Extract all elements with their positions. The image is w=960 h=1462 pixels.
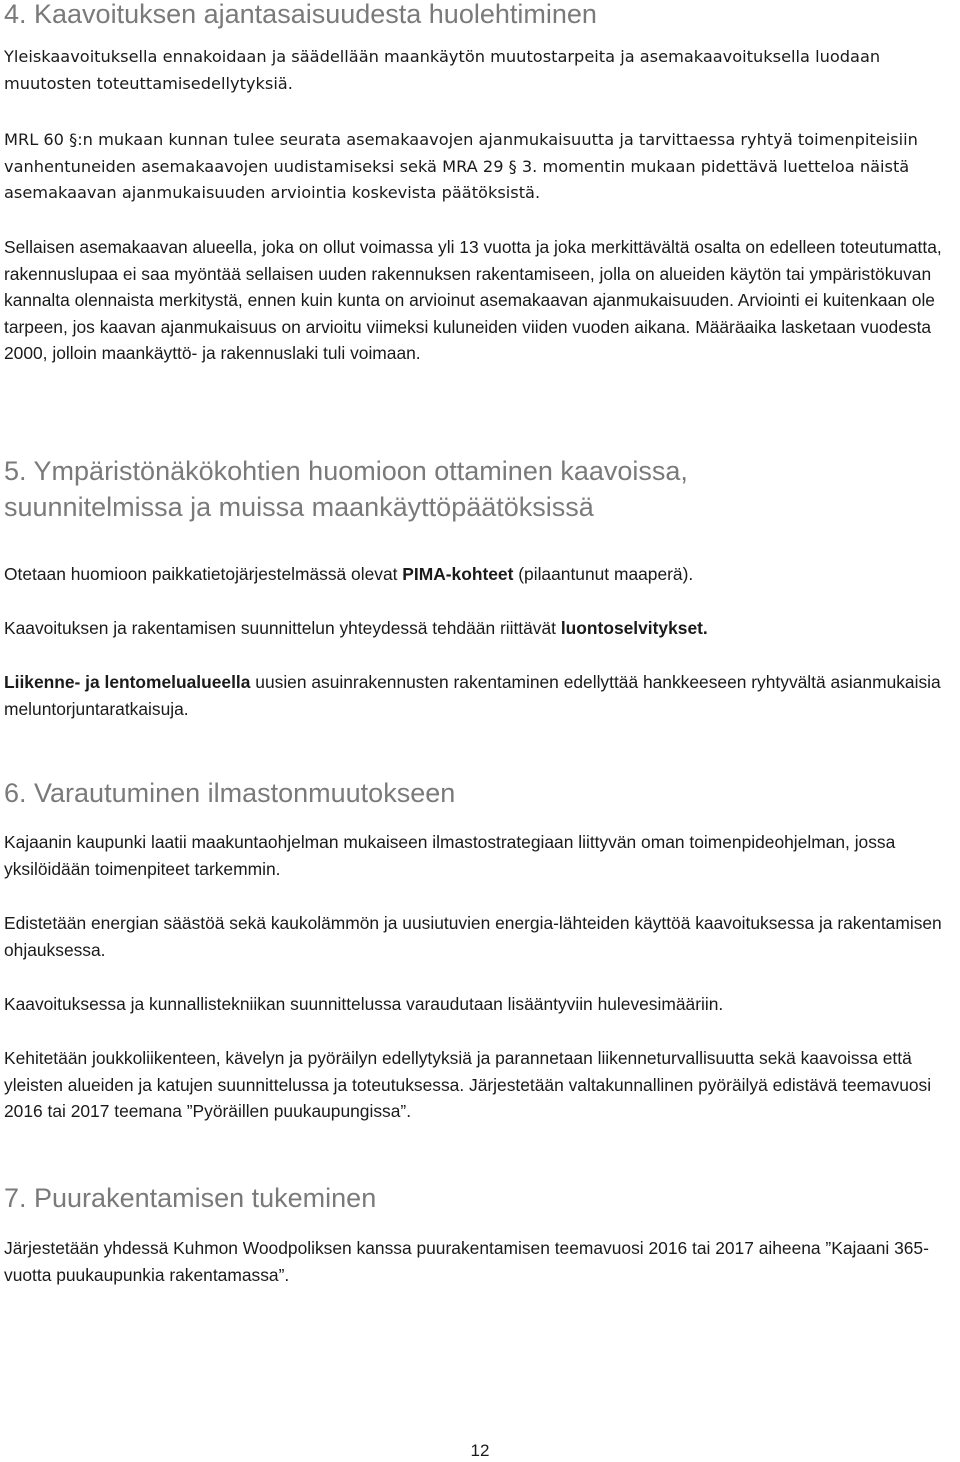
section-6-paragraph-2: Edistetään energian säästöä sekä kaukolämmön ja uusiutuvien energia-lähteiden käyttöä kaavoituksessa ja rakentamisen ohjauksessa. [4, 913, 942, 960]
pima-text: Otetaan huomioon paikkatietojärjestelmässä olevat [4, 564, 403, 584]
section-5-heading-line-2: suunnitelmissa ja muissa maankäyttöpäätöksissä [4, 492, 594, 522]
section-5-heading [4, 453, 950, 525]
section-7-heading: 7. Puurakentamisen tukeminen [4, 1183, 377, 1213]
section-5-paragraph-2 [4, 615, 950, 642]
noise-area-text: uusien asuinrakennusten rakentaminen edellyttää hankkeeseen ryhtyvältä asianmukaisia meluntorjuntaratkaisuja. [4, 672, 941, 719]
section-7-paragraph-1: Järjestetään yhdessä Kuhmon Woodpoliksen kanssa puurakentamisen teemavuosi 2016 tai 2017 aiheena ”Kajaani 365-vuotta puukaupunkia rakentamassa”. [4, 1238, 929, 1285]
section-4-paragraph-3: Sellaisen asemakaavan alueella, joka on ollut voimassa yli 13 vuotta ja joka merkittävältä osalta on edelleen toteutumatta, rakennuslupaa ei saa myöntää sellaisen uuden rakennuksen rakentamiseen, jolla on alueiden käytön tai ympäristökuvan kannalta olennaista merkitystä, ennen kuin kunta on arvioinut asemakaavan ajanmukaisuuden. Arviointi ei kuitenkaan ole tarpeen, jos kaavan ajanmukaisuus on arvioitu viimeksi kuluneiden viiden vuoden aikana. Määräaika lasketaan vuodesta 2000, jolloin maankäyttö- ja rakennuslaki tuli voimaan. [4, 237, 942, 363]
section-5-paragraph-3 [4, 669, 950, 722]
section-4-heading: 4. Kaavoituksen ajantasaisuudesta huolehtiminen [4, 0, 597, 29]
section-4-paragraph-2: MRL 60 §:n mukaan kunnan tulee seurata asemakaavojen ajanmukaisuutta ja tarvittaessa ryhtyä toimenpiteisiin vanhentuneiden asemakaavojen uudistamiseksi sekä MRA 29 § 3. momentin mukaan pidettävä luetteloa näistä asemakaavan ajanmukaisuuden arviointia koskevista päätöksistä. [4, 130, 918, 202]
section-6-paragraph-3: Kaavoituksessa ja kunnallistekniikan suunnittelussa varaudutaan lisääntyviin hulevesimääriin. [4, 994, 724, 1014]
pima-text-end: (pilaantunut maaperä). [513, 564, 694, 584]
noise-area-emphasis: Liikenne- ja lentomelualueella [4, 672, 251, 692]
survey-emphasis: luontoselvitykset. [560, 618, 708, 638]
page-number: 12 [470, 1441, 490, 1460]
section-5-paragraph-1 [4, 561, 950, 588]
pima-emphasis: PIMA-kohteet [402, 564, 514, 584]
survey-text: Kaavoituksen ja rakentamisen suunnittelun yhteydessä tehdään riittävät [4, 618, 561, 638]
section-4-paragraph-1: Yleiskaavoituksella ennakoidaan ja säädellään maankäytön muutostarpeita ja asemakaavoituksella luodaan muutosten toteuttamisedellytyksiä. [4, 47, 881, 93]
section-6-heading: 6. Varautuminen ilmastonmuutokseen [4, 778, 456, 808]
section-6-paragraph-4: Kehitetään joukkoliikenteen, kävelyn ja pyöräilyn edellytyksiä ja parannetaan liikenneturvallisuutta sekä kaavoissa että yleisten alueiden ja katujen suunnittelussa ja toteutuksessa. Järjestetään valtakunnallinen pyöräilyä edistävä teemavuosi 2016 tai 2017 teemana ”Pyöräillen puukaupungissa”. [4, 1048, 932, 1121]
section-6-paragraph-1: Kajaanin kaupunki laatii maakuntaohjelman mukaiseen ilmastostrategiaan liittyvän oman toimenpideohjelman, jossa yksilöidään toimenpiteet tarkemmin. [4, 832, 896, 879]
section-5-heading-line-1: 5. Ympäristönäkökohtien huomioon ottaminen kaavoissa, [4, 456, 688, 486]
